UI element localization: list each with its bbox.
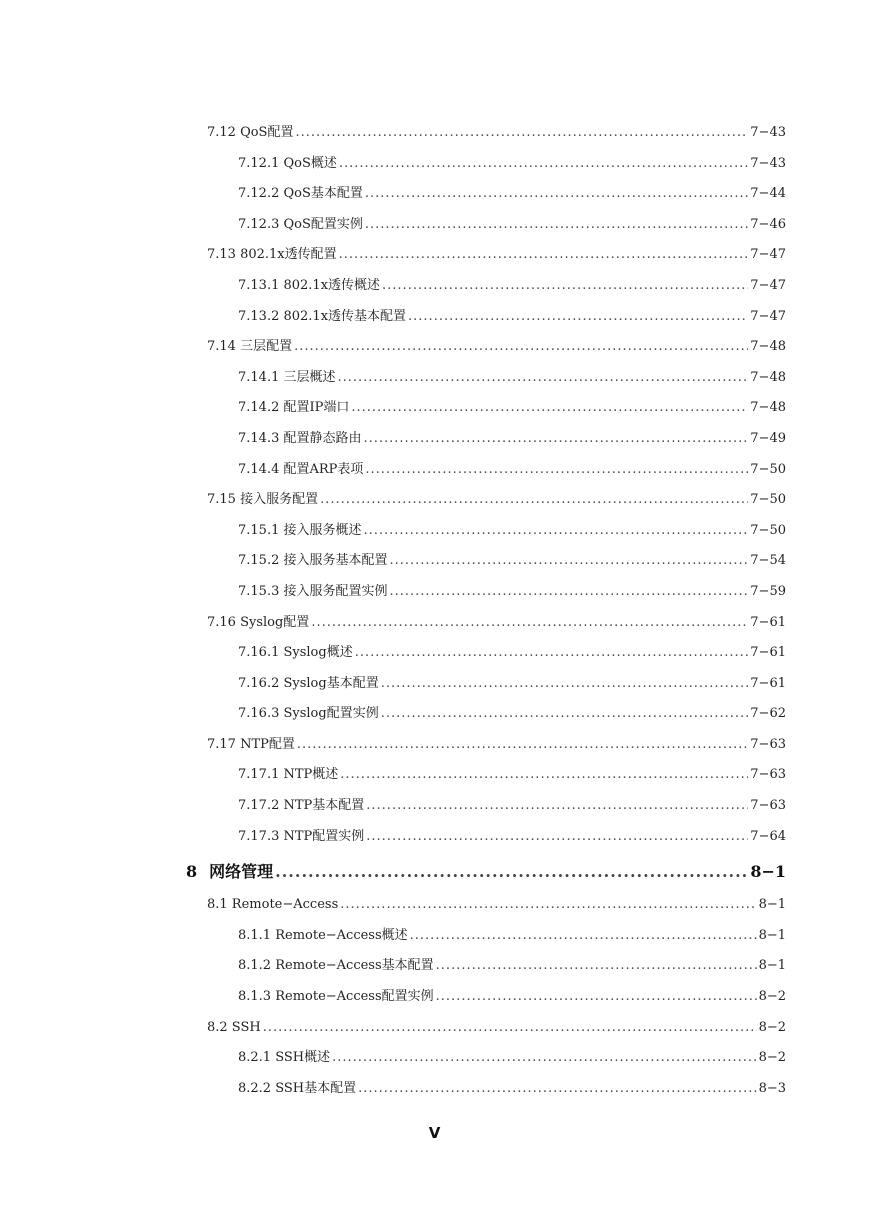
toc-dot-leader xyxy=(381,672,749,696)
toc-dot-leader xyxy=(332,1046,756,1070)
toc-dot-leader xyxy=(351,396,748,420)
toc-entry-title: 7.14.3 配置静态路由 xyxy=(238,430,362,446)
toc-dot-leader xyxy=(366,825,748,849)
toc-entry-title: 7.15 接入服务配置 xyxy=(207,492,319,508)
toc-section-entry[interactable] xyxy=(207,488,786,519)
toc-entry-title: 7.12 QoS配置 xyxy=(207,125,294,140)
toc-dot-leader xyxy=(263,1016,757,1040)
toc-page-number: 7−47 xyxy=(750,247,786,263)
toc-subsection-entry[interactable] xyxy=(238,427,786,458)
toc-subsection-entry[interactable] xyxy=(238,366,786,397)
toc-dot-leader xyxy=(355,641,749,665)
toc-chapter-number: 8 xyxy=(186,862,198,882)
toc-entry-title: 8.1.3 Remote−Access配置实例 xyxy=(238,989,434,1005)
toc-dot-leader xyxy=(337,366,748,390)
toc-dot-leader xyxy=(294,335,748,359)
toc-dot-leader xyxy=(389,549,748,573)
toc-page-number: 7−62 xyxy=(750,706,786,722)
toc-page-number: 8−2 xyxy=(758,1019,786,1035)
toc-entry-title: 7.13.1 802.1x透传概述 xyxy=(238,277,381,293)
toc-subsection-entry[interactable] xyxy=(238,213,786,244)
toc-dot-leader xyxy=(408,305,748,329)
toc-page-number: 7−43 xyxy=(750,155,786,171)
toc-page-number: 7−63 xyxy=(750,736,786,752)
toc-entry-title xyxy=(186,857,275,887)
toc-subsection-entry[interactable] xyxy=(238,458,786,489)
toc-dot-leader xyxy=(365,458,748,482)
toc-dot-leader xyxy=(311,611,748,635)
toc-subsection-entry[interactable] xyxy=(238,702,786,733)
toc-page-number: 7−49 xyxy=(750,430,786,446)
toc-section-entry[interactable] xyxy=(207,335,786,366)
toc-entry-title: 7.12.1 QoS概述 xyxy=(238,155,337,171)
table-of-contents xyxy=(0,121,869,1107)
toc-dot-leader xyxy=(381,702,749,726)
toc-page-number: 7−64 xyxy=(750,828,786,844)
toc-entry-title: 8.1 Remote−Access xyxy=(207,897,339,913)
toc-dot-leader xyxy=(410,924,757,948)
toc-dot-leader xyxy=(339,152,748,176)
toc-subsection-entry[interactable] xyxy=(238,794,786,825)
toc-dot-leader xyxy=(339,243,749,267)
toc-dot-leader xyxy=(363,519,748,543)
toc-subsection-entry[interactable] xyxy=(238,396,786,427)
page-number: V xyxy=(428,1124,441,1142)
toc-dot-leader xyxy=(366,794,748,818)
toc-section-entry[interactable] xyxy=(207,611,786,642)
toc-dot-leader xyxy=(363,427,748,451)
toc-entry-title: 7.17.3 NTP配置实例 xyxy=(238,828,365,844)
toc-page-number: 7−59 xyxy=(750,583,786,599)
toc-subsection-entry[interactable] xyxy=(238,580,786,611)
toc-entry-title: 7.12.3 QoS配置实例 xyxy=(238,216,363,232)
toc-section-entry[interactable] xyxy=(207,121,786,152)
toc-subsection-entry[interactable] xyxy=(238,549,786,580)
toc-entry-title: 8.1.1 Remote−Access概述 xyxy=(238,927,408,943)
toc-entry-title: 7.15.3 接入服务配置实例 xyxy=(238,583,388,599)
toc-page-number: 7−47 xyxy=(750,277,786,293)
toc-entry-title: 8.2 SSH xyxy=(207,1019,261,1035)
toc-section-entry[interactable] xyxy=(207,893,786,924)
toc-entry-title: 7.15.2 接入服务基本配置 xyxy=(238,553,388,569)
toc-entry-title: 7.12.2 QoS基本配置 xyxy=(238,186,363,202)
toc-entry-title: 8.2.2 SSH基本配置 xyxy=(238,1080,357,1096)
toc-entry-title: 7.15.1 接入服务概述 xyxy=(238,522,362,538)
toc-subsection-entry[interactable] xyxy=(238,182,786,213)
toc-dot-leader xyxy=(365,182,748,206)
toc-page-number: 7−63 xyxy=(750,767,786,783)
toc-subsection-entry[interactable] xyxy=(238,305,786,336)
toc-page-number: 7−63 xyxy=(750,798,786,814)
toc-dot-leader xyxy=(436,985,757,1009)
toc-page-number: 7−44 xyxy=(750,186,786,202)
toc-subsection-entry[interactable] xyxy=(238,519,786,550)
toc-subsection-entry[interactable] xyxy=(238,1046,786,1077)
toc-page-number: 8−2 xyxy=(758,989,786,1005)
toc-entry-title: 7.17.1 NTP概述 xyxy=(238,767,339,783)
toc-page-number: 8−1 xyxy=(758,958,786,974)
toc-chapter-title: 网络管理 xyxy=(209,862,274,882)
toc-entry-title: 7.14.1 三层概述 xyxy=(238,369,336,385)
toc-page-number: 7−43 xyxy=(750,125,786,140)
toc-entry-title: 7.16.2 Syslog基本配置 xyxy=(238,675,379,691)
toc-page-number: 7−61 xyxy=(750,675,786,691)
toc-page-number: 7−61 xyxy=(750,645,786,661)
toc-entry-title: 7.14 三层配置 xyxy=(207,339,293,355)
toc-page-number: 8−1 xyxy=(758,897,786,913)
toc-page-number: 7−50 xyxy=(750,461,786,477)
toc-dot-leader xyxy=(365,213,748,237)
toc-entry-title: 7.13 802.1x透传配置 xyxy=(207,247,337,263)
toc-subsection-entry[interactable] xyxy=(238,152,786,183)
toc-subsection-entry[interactable] xyxy=(238,1077,786,1108)
toc-page-number: 8−2 xyxy=(758,1050,786,1066)
toc-entry-title: 7.16.3 Syslog配置实例 xyxy=(238,706,379,722)
toc-dot-leader xyxy=(295,121,748,145)
toc-entry-title: 8.2.1 SSH概述 xyxy=(238,1050,331,1066)
toc-subsection-entry[interactable] xyxy=(238,924,786,955)
toc-dot-leader xyxy=(340,763,748,787)
toc-entry-title: 7.16 Syslog配置 xyxy=(207,614,310,630)
toc-subsection-entry[interactable] xyxy=(238,985,786,1016)
toc-dot-leader xyxy=(436,954,757,978)
toc-subsection-entry[interactable] xyxy=(238,763,786,794)
toc-subsection-entry[interactable] xyxy=(238,641,786,672)
toc-subsection-entry[interactable] xyxy=(238,274,786,305)
toc-dot-leader xyxy=(358,1077,756,1101)
toc-subsection-entry[interactable] xyxy=(238,825,786,856)
toc-section-entry[interactable] xyxy=(207,1016,786,1047)
toc-dot-leader xyxy=(340,893,756,917)
toc-page-number: 7−47 xyxy=(750,308,786,324)
toc-subsection-entry[interactable] xyxy=(238,672,786,703)
toc-page-number: 7−48 xyxy=(750,369,786,385)
toc-page-number: 8−3 xyxy=(758,1080,786,1096)
toc-page-number: 7−50 xyxy=(750,522,786,538)
toc-page-number: 7−61 xyxy=(750,614,786,630)
toc-dot-leader xyxy=(275,857,748,887)
toc-section-entry[interactable] xyxy=(207,243,786,274)
toc-page-number: 7−48 xyxy=(750,400,786,416)
toc-entry-title: 7.13.2 802.1x透传基本配置 xyxy=(238,308,407,324)
toc-entry-title: 7.17 NTP配置 xyxy=(207,736,295,752)
toc-chapter-entry[interactable] xyxy=(186,857,786,893)
toc-entry-title: 7.17.2 NTP基本配置 xyxy=(238,798,365,814)
toc-page-number: 7−54 xyxy=(750,553,786,569)
toc-dot-leader xyxy=(297,733,748,757)
toc-entry-title: 7.14.2 配置IP端口 xyxy=(238,400,350,416)
toc-page-number: 7−50 xyxy=(750,492,786,508)
toc-dot-leader xyxy=(320,488,748,512)
toc-page-number: 7−48 xyxy=(750,339,786,355)
toc-subsection-entry[interactable] xyxy=(238,954,786,985)
toc-dot-leader xyxy=(389,580,748,604)
toc-entry-title: 7.16.1 Syslog概述 xyxy=(238,645,353,661)
toc-dot-leader xyxy=(382,274,748,298)
toc-entry-title: 8.1.2 Remote−Access基本配置 xyxy=(238,958,434,974)
toc-section-entry[interactable] xyxy=(207,733,786,764)
toc-page-number: 8−1 xyxy=(758,927,786,943)
toc-entry-title: 7.14.4 配置ARP表项 xyxy=(238,461,364,477)
toc-page-number: 7−46 xyxy=(750,216,786,232)
toc-page-number: 8−1 xyxy=(750,862,786,882)
